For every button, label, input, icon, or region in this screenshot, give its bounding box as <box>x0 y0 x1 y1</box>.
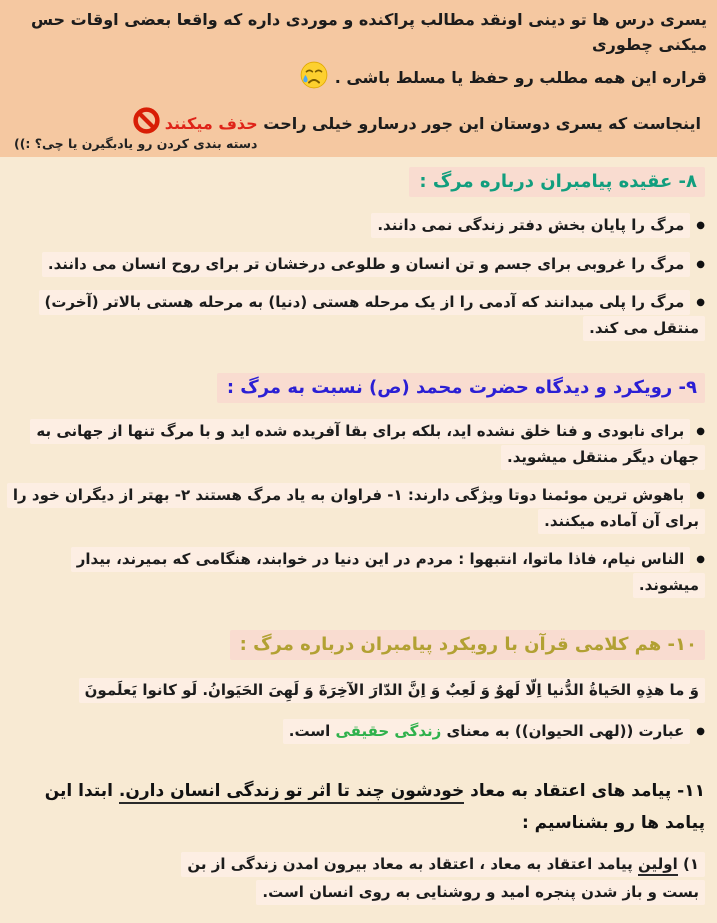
crying-emoji-icon <box>299 60 329 98</box>
quran-verse-text: وَ ما هذِهِ الحَیاةُ الدُّنیا اِلّا لَهوٌ وَ لَعِبٌ وَ اِنَّ الدّارَ الآخِرَةَ وَ لَهِیَ الحَیَوانُ. لَو کانوا یَعلَمونَ <box>79 678 705 703</box>
section-9-heading <box>12 373 705 403</box>
section-8-title: ۸- عقیده پیامبران درباره مرگ : <box>409 167 705 197</box>
bullet-item <box>12 213 705 239</box>
bullet-dot-icon: ● <box>696 220 705 232</box>
intro-line-2 <box>10 60 707 98</box>
item-text: پیامد اعتقاد به معاد ، اعتقاد به معاد بیرون امدن زندگی از بن بست و باز شدن پنجره امید و روشنایی به روی انسان است. <box>187 855 699 901</box>
section-8-heading <box>12 167 705 197</box>
bullet-text: مرگ را پلی میدانند که آدمی را از یک مرحله هستی (دنیا) به مرحله هستی بالاتر (آخرت) منتقل می کند. <box>39 290 706 341</box>
section-11-title-underlined: خودشون چند تا اثر تو زندگی انسان دارن. <box>119 781 464 804</box>
section-9-title: ۹- رویکرد و دیدگاه حضرت محمد (ص) نسبت به مرگ : <box>217 373 705 403</box>
bullet-item <box>12 252 705 278</box>
bullet-text <box>283 719 690 744</box>
section-11-title-end: ابتدا این پیامد ها رو بشناسیم : <box>44 781 705 833</box>
bullet-item <box>12 483 705 534</box>
intro-banner <box>0 0 717 157</box>
bullet-dot-icon: ● <box>696 554 705 566</box>
bullet-dot-icon: ● <box>696 725 705 737</box>
phrase-green: زندگی حقیقی <box>335 721 442 740</box>
phrase-prefix: عبارت ((لهی الحیوان)) به معنای <box>441 721 685 740</box>
intro-line-3-red: حذف میکنند <box>164 114 258 134</box>
bullet-text: مرگ را غروبی برای جسم و تن انسان و طلوعی درخشان تر برای روح انسان می دانند. <box>42 252 690 277</box>
intro-line-1: یسری درس ها تو دینی اونقد مطالب پراکنده و موردی داره که واقعا بعضی اوقات حس میکنی چطوری <box>30 10 707 54</box>
section-11-title-start: ۱۱- پیامد های اعتقاد به معاد <box>464 781 705 802</box>
notes-body <box>0 157 717 922</box>
intro-line-2-text: قراره این همه مطلب رو حفظ یا مسلط باشی . <box>334 68 707 88</box>
section-11-heading <box>12 776 705 839</box>
phrase-suffix: است. <box>288 721 336 740</box>
bullet-dot-icon: ● <box>696 426 705 438</box>
section-10-heading <box>12 630 705 660</box>
bullet-text: الناس نیام، فاذا ماتوا، انتبهوا : مردم در این دنیا در خوابند، هنگامی که بمیرند، بیدار میشوند. <box>71 547 705 598</box>
numbered-item-1 <box>178 851 705 907</box>
intro-line-3-text <box>165 112 701 137</box>
bullet-item <box>12 290 705 341</box>
bullet-dot-icon: ● <box>696 297 705 309</box>
bullet-dot-icon: ● <box>696 490 705 502</box>
intro-line-4: دسته بندی کردن رو یادبگیرن یا چی؟ :)) <box>14 136 258 152</box>
bullet-text: برای نابودی و فنا خلق نشده اید، بلکه برای بقا آفریده شده اید و با مرگ تنها از جهانی به جهان دیگر منتقل میشوید. <box>30 419 705 470</box>
bullet-text: باهوش ترین موئمنا دوتا ویژگی دارند: ۱- فراوان به یاد مرگ هستند ۲- بهتر از دیگران خود را برای آن آماده میکنند. <box>7 483 705 534</box>
bullet-dot-icon: ● <box>696 258 705 270</box>
bullet-item <box>12 419 705 470</box>
intro-line-3-black: اینجاست که یسری دوستان این جور درسارو خیلی راحت <box>263 114 701 134</box>
quran-verse <box>12 676 705 705</box>
section-10-title: ۱۰- هم کلامی قرآن با رویکرد پیامبران درباره مرگ : <box>230 630 705 660</box>
item-underlined-word: اولین <box>638 855 678 876</box>
bullet-item <box>12 547 705 598</box>
item-number: ۱) <box>677 855 699 874</box>
numbered-item-1-text <box>181 852 705 905</box>
bullet-text: مرگ را پایان بخش دفتر زندگی نمی دانند. <box>371 213 690 238</box>
